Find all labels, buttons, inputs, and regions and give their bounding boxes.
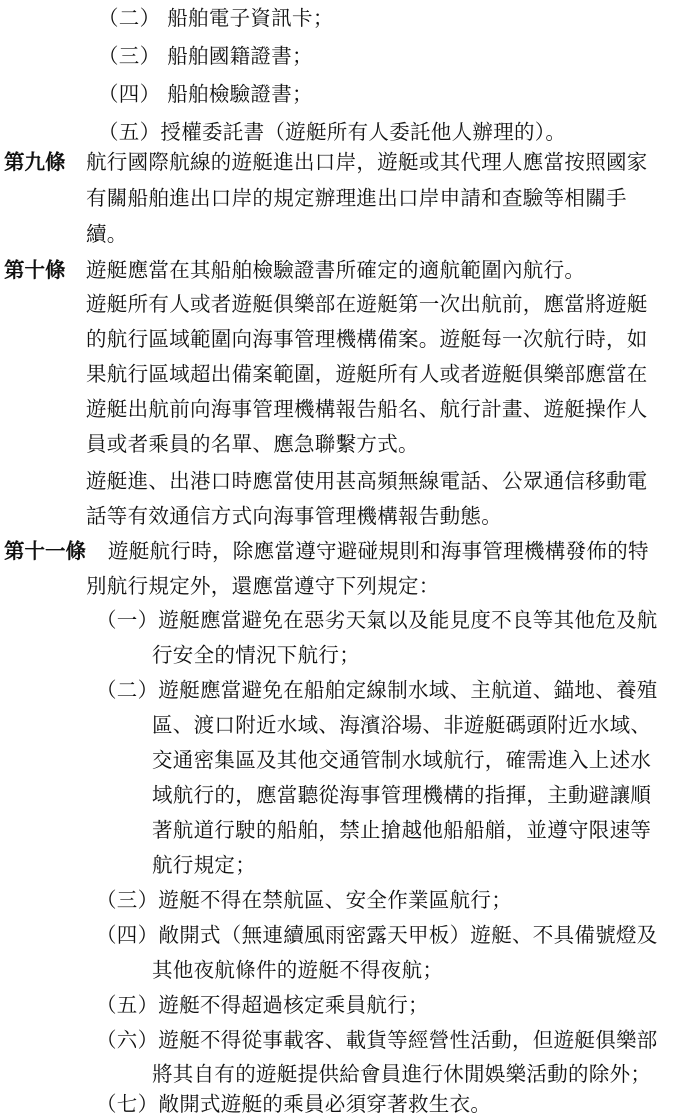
article-11-line: 別航行規定外，還應當遵守下列規定： [86, 574, 440, 598]
article-11-item-cont: 著航道行駛的船舶，禁止搶越他船船艏，並遵守限速等 [152, 818, 652, 842]
article-11-item-cont: 域航行的，應當聽從海事管理機構的指揮，主動避讓順 [152, 783, 652, 807]
article-11-item: （一）遊艇應當避免在惡劣天氣以及能見度不良等其他危及航 [96, 608, 658, 632]
article-11-item-cont: 交通密集區及其他交通管制水域航行，確需進入上述水 [152, 748, 652, 772]
article-10-line: 遊艇出航前向海事管理機構報告船名、航行計畫、遊艇操作人 [86, 397, 648, 421]
article-11-item-cont: 行安全的情況下航行； [152, 643, 360, 667]
article-10-line: 話等有效通信方式向海事管理機構報告動態。 [86, 504, 502, 528]
article-11-item-cont: 將其自有的遊艇提供給會員進行休閒娛樂活動的除外； [152, 1062, 652, 1086]
article-9-line: 有關船舶進出口岸的規定辦理進出口岸申請和查驗等相關手 [86, 186, 627, 210]
article-10-heading: 第十條 [4, 258, 66, 282]
article-11-item: （四）敞開式（無連續風雨密露天甲板）遊艇、不具備號燈及 [96, 923, 658, 947]
list-item: （三） 船舶國籍證書； [98, 44, 313, 68]
article-10-line: 遊艇所有人或者遊艇俱樂部在遊艇第一次出航前，應當將遊艇 [86, 292, 648, 316]
article-10-line: 遊艇應當在其船舶檢驗證書所確定的適航範圍內航行。 [86, 258, 586, 282]
article-11-item-cont: 航行規定； [152, 853, 256, 877]
article-11-item-cont: 其他夜航條件的遊艇不得夜航； [152, 958, 444, 982]
list-item: （四） 船舶檢驗證書； [98, 82, 313, 106]
article-11-item: （二）遊艇應當避免在船舶定線制水域、主航道、錨地、養殖 [96, 678, 658, 702]
article-10-line: 遊艇進、出港口時應當使用甚高頻無線電話、公眾通信移動電 [86, 469, 648, 493]
article-10-line: 員或者乘員的名單、應急聯繫方式。 [86, 432, 419, 456]
article-10-line: 果航行區域超出備案範圍，遊艇所有人或者遊艇俱樂部應當在 [86, 362, 648, 386]
article-11-item-cont: 區、渡口附近水域、海濱浴場、非遊艇碼頭附近水域、 [152, 713, 652, 737]
article-11-item: （五）遊艇不得超過核定乘員航行； [96, 993, 429, 1017]
article-9-line: 續。 [86, 222, 128, 246]
article-11-heading: 第十一條 [4, 539, 86, 563]
article-11-item: （三）遊艇不得在禁航區、安全作業區航行； [96, 888, 512, 912]
article-9-line: 航行國際航線的遊艇進出口岸，遊艇或其代理人應當按照國家 [86, 150, 648, 174]
article-11-item: （七）敞開式遊艇的乘員必須穿著救生衣。 [96, 1092, 492, 1116]
article-11-line: 遊艇航行時，除應當遵守避碰規則和海事管理機構發佈的特 [108, 539, 649, 563]
list-item: （五）授權委託書（遊艇所有人委託他人辦理的）。 [98, 120, 567, 144]
list-item: （二） 船舶電子資訊卡； [98, 6, 334, 30]
article-11-item: （六）遊艇不得從事載客、載貨等經營性活動，但遊艇俱樂部 [96, 1028, 658, 1052]
article-9-heading: 第九條 [4, 150, 66, 174]
article-10-line: 的航行區域範圍向海事管理機構備案。遊艇每一次航行時，如 [86, 327, 648, 351]
